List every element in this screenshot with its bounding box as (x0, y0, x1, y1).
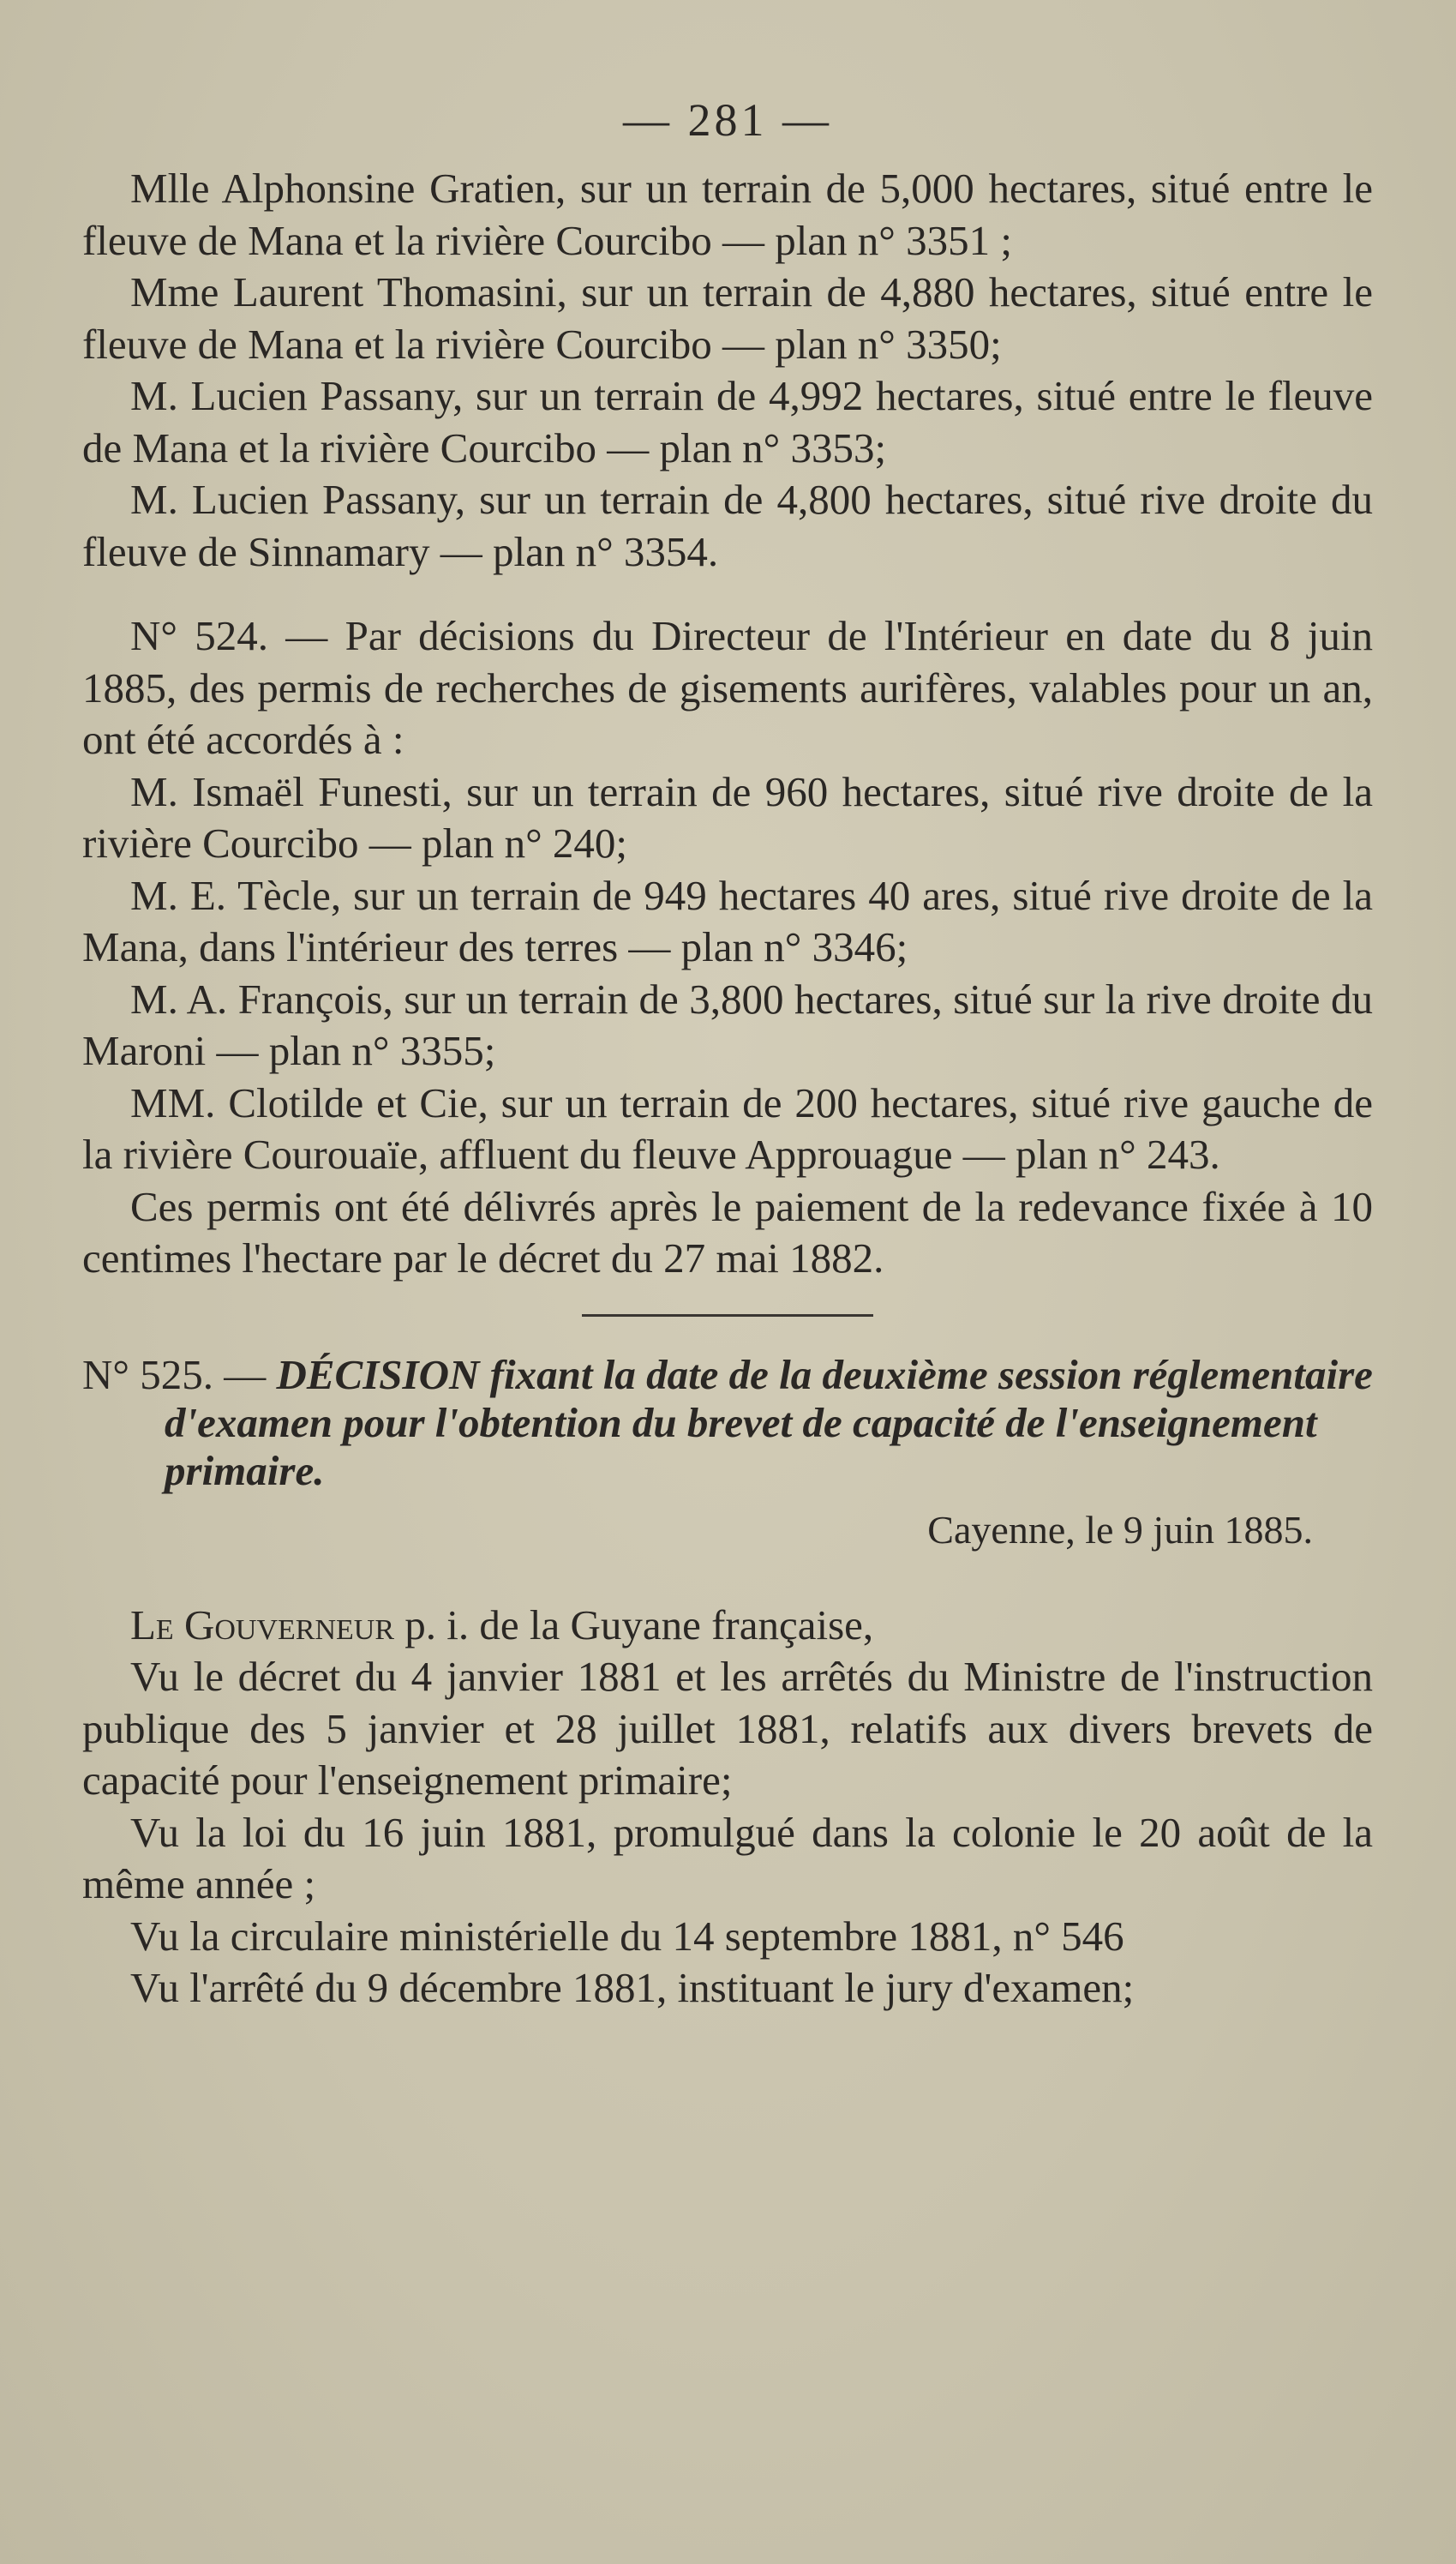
governor-label: Le Gouverneur (130, 1600, 394, 1648)
decision-524-item-funesti: M. Ismaël Funesti, sur un terrain de 960 hectares, situé rive droite de la rivière Courcibo — plan n° 240; (82, 767, 1373, 867)
decision-525-title-rest: fixant la date de la deuxième session réglementaire d'examen pour l'obtention du brevet de capacité de l'enseignement primaire. (165, 1350, 1373, 1494)
section-divider (582, 1314, 873, 1317)
consideration-arrete: Vu l'arrêté du 9 décembre 1881, instituant le jury d'examen; (130, 1964, 1135, 2011)
decision-525-title-bold: DÉCISION (276, 1350, 480, 1398)
paragraph-passany-2: M. Lucien Passany, sur un terrain de 4,800 hectares, situé rive droite du fleuve de Sinnamary — plan n° 3354. (82, 476, 1373, 575)
decision-525-dateline: Cayenne, le 9 juin 1885. (927, 1507, 1313, 1552)
page-number: — 281 — (623, 94, 832, 146)
governor-line (82, 1600, 1373, 1652)
decision-524-closing: Ces permis ont été délivrés après le paiement de la redevance fixée à 10 centimes l'hectare par le décret du 27 mai 1882. (82, 1182, 1373, 1282)
page-text (82, 94, 1373, 2015)
paragraph-gratien: Mlle Alphonsine Gratien, sur un terrain de 5,000 hectares, situé entre le fleuve de Mana et la rivière Courcibo — plan n° 3351 ; (82, 165, 1373, 264)
paragraph-passany-1: M. Lucien Passany, sur un terrain de 4,992 hectares, situé entre le fleuve de Mana et la rivière Courcibo — plan n° 3353; (82, 372, 1373, 471)
decision-524-intro: N° 524. — Par décisions du Directeur de l'Intérieur en date du 8 juin 1885, des permis de recherches de gisements aurifères, valables pour un an, ont été accordés à : (82, 612, 1373, 763)
consideration-circular: Vu la circulaire ministérielle du 14 septembre 1881, n° 546 (130, 1912, 1124, 1960)
decision-525-number: N° 525. — (82, 1350, 267, 1398)
paragraph-thomasini: Mme Laurent Thomasini, sur un terrain de 4,880 hectares, situé entre le fleuve de Mana et la rivière Courcibo — plan n° 3350; (82, 268, 1373, 368)
decision-525-heading (82, 1351, 1373, 1495)
governor-rest: p. i. de la Guyane française, (404, 1600, 874, 1648)
decision-524-item-francois: M. A. François, sur un terrain de 3,800 hectares, situé sur la rive droite du Maroni — plan n° 3355; (82, 975, 1373, 1074)
consideration-decree: Vu le décret du 4 janvier 1881 et les arrêtés du Ministre de l'instruction publique des 5 janvier et 28 juillet 1881, relatifs aux divers brevets de capacité pour l'enseignement primaire; (82, 1653, 1373, 1804)
decision-524-item-clotilde: MM. Clotilde et Cie, sur un terrain de 200 hectares, situé rive gauche de la rivière Courouaïe, affluent du fleuve Approuague — plan n° 243. (82, 1078, 1373, 1178)
consideration-law: Vu la loi du 16 juin 1881, promulgué dans la colonie le 20 août de la même année ; (82, 1808, 1373, 1907)
decision-524-item-tecle: M. E. Tècle, sur un terrain de 949 hectares 40 ares, situé rive droite de la Mana, dans l'intérieur des terres — plan n° 3346; (82, 871, 1373, 970)
